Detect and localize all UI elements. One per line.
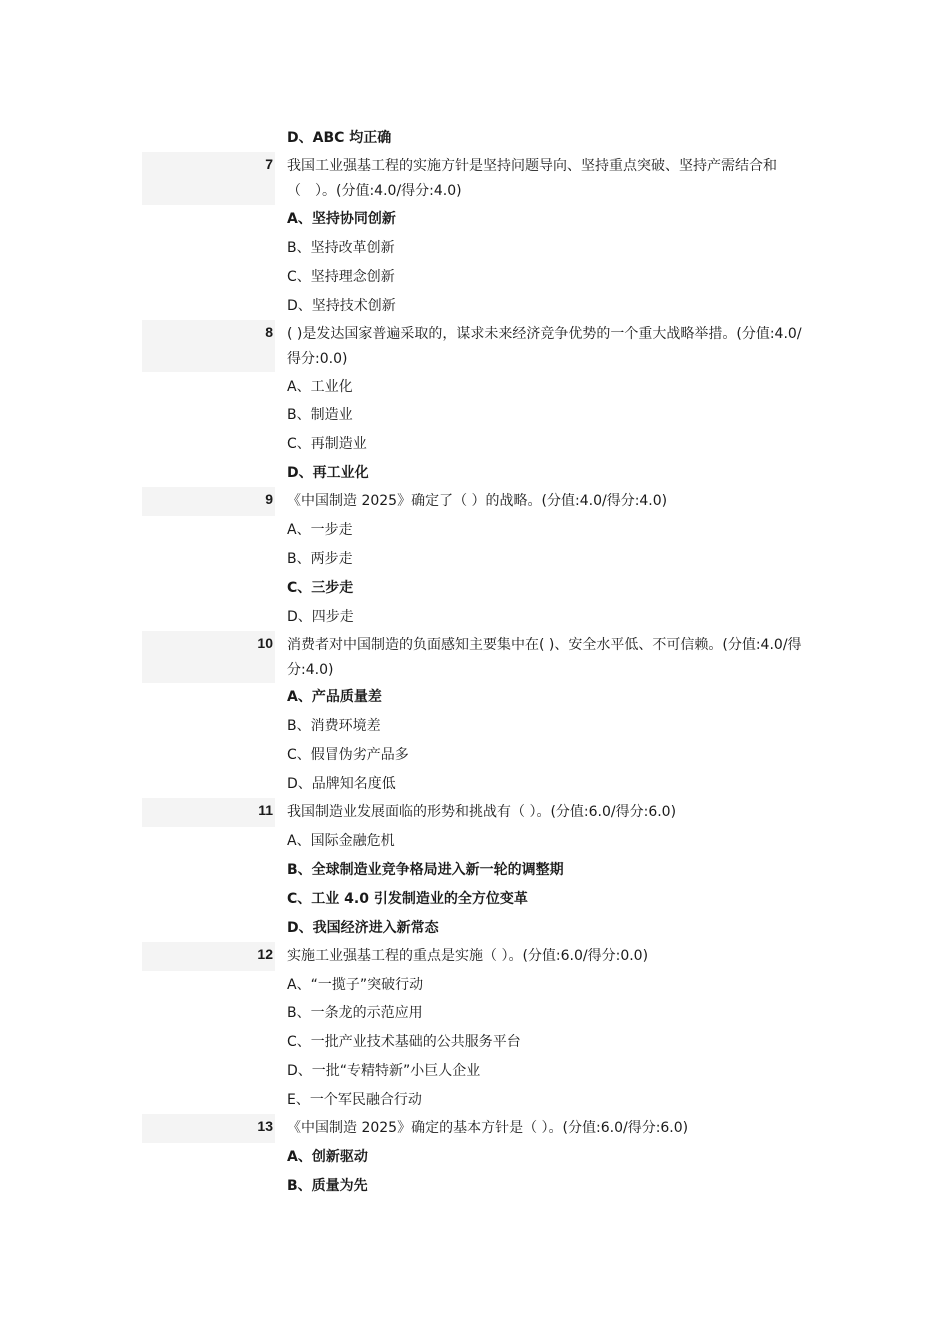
question-number: 13	[257, 1118, 273, 1134]
option-d[interactable]: D、四步走	[287, 609, 354, 625]
option-b[interactable]: B、一条龙的示范应用	[287, 1005, 423, 1021]
option-c[interactable]: C、一批产业技术基础的公共服务平台	[287, 1034, 521, 1050]
question-number: 8	[265, 324, 273, 340]
option-a[interactable]: A、一步走	[287, 522, 353, 538]
option-c[interactable]: C、再制造业	[287, 436, 367, 452]
option-d[interactable]: D、一批“专精特新”小巨人企业	[287, 1063, 481, 1079]
question-number: 9	[265, 491, 273, 507]
question-text: 实施工业强基工程的重点是实施（ ）。(分值:6.0/得分:0.0)	[287, 948, 649, 964]
question-number: 12	[257, 946, 273, 962]
option-a[interactable]: A、产品质量差	[287, 689, 382, 705]
question-number: 7	[265, 156, 273, 172]
option-b[interactable]: B、制造业	[287, 407, 353, 423]
option-d[interactable]: D、再工业化	[287, 465, 369, 481]
option-a[interactable]: A、“一揽子”突破行动	[287, 977, 424, 993]
option-a[interactable]: A、工业化	[287, 379, 353, 395]
option-c[interactable]: C、坚持理念创新	[287, 269, 395, 285]
option-c[interactable]: C、三步走	[287, 580, 354, 596]
option-a[interactable]: A、创新驱动	[287, 1149, 368, 1165]
option-b[interactable]: B、全球制造业竞争格局进入新一轮的调整期	[287, 862, 564, 878]
option-c[interactable]: C、工业 4.0 引发制造业的全方位变革	[287, 891, 528, 907]
option-d[interactable]: D、我国经济进入新常态	[287, 920, 439, 936]
question-text: 消费者对中国制造的负面感知主要集中在( )、安全水平低、不可信赖。(分值:4.0/得分:4.0)	[287, 637, 802, 678]
question-text: 我国制造业发展面临的形势和挑战有（ ）。(分值:6.0/得分:6.0)	[287, 804, 677, 820]
option-b[interactable]: B、坚持改革创新	[287, 240, 395, 256]
option-b[interactable]: B、两步走	[287, 551, 353, 567]
question-text: ( )是发达国家普遍采取的，谋求未来经济竞争优势的一个重大战略举措。(分值:4.0/得分:0.0)	[287, 326, 802, 367]
option-q6-d: D、ABC 均正确	[287, 130, 392, 146]
question-text: 《中国制造 2025》确定的基本方针是（ ）。(分值:6.0/得分:6.0)	[287, 1120, 689, 1136]
option-b[interactable]: B、消费环境差	[287, 718, 381, 734]
option-a[interactable]: A、坚持协同创新	[287, 211, 396, 227]
question-number: 10	[257, 635, 273, 651]
question-text: 我国工业强基工程的实施方针是坚持问题导向、坚持重点突破、坚持产需结合和（ ）。(分值:4.0/得分:4.0)	[287, 158, 777, 199]
question-number: 11	[258, 802, 273, 818]
option-a[interactable]: A、国际金融危机	[287, 833, 395, 849]
option-c[interactable]: C、假冒伪劣产品多	[287, 747, 409, 763]
question-text: 《中国制造 2025》确定了（ ）的战略。(分值:4.0/得分:4.0)	[287, 493, 668, 509]
option-d[interactable]: D、坚持技术创新	[287, 298, 396, 314]
option-d[interactable]: D、品牌知名度低	[287, 776, 396, 792]
option-e[interactable]: E、一个军民融合行动	[287, 1092, 422, 1108]
option-b[interactable]: B、质量为先	[287, 1178, 368, 1194]
